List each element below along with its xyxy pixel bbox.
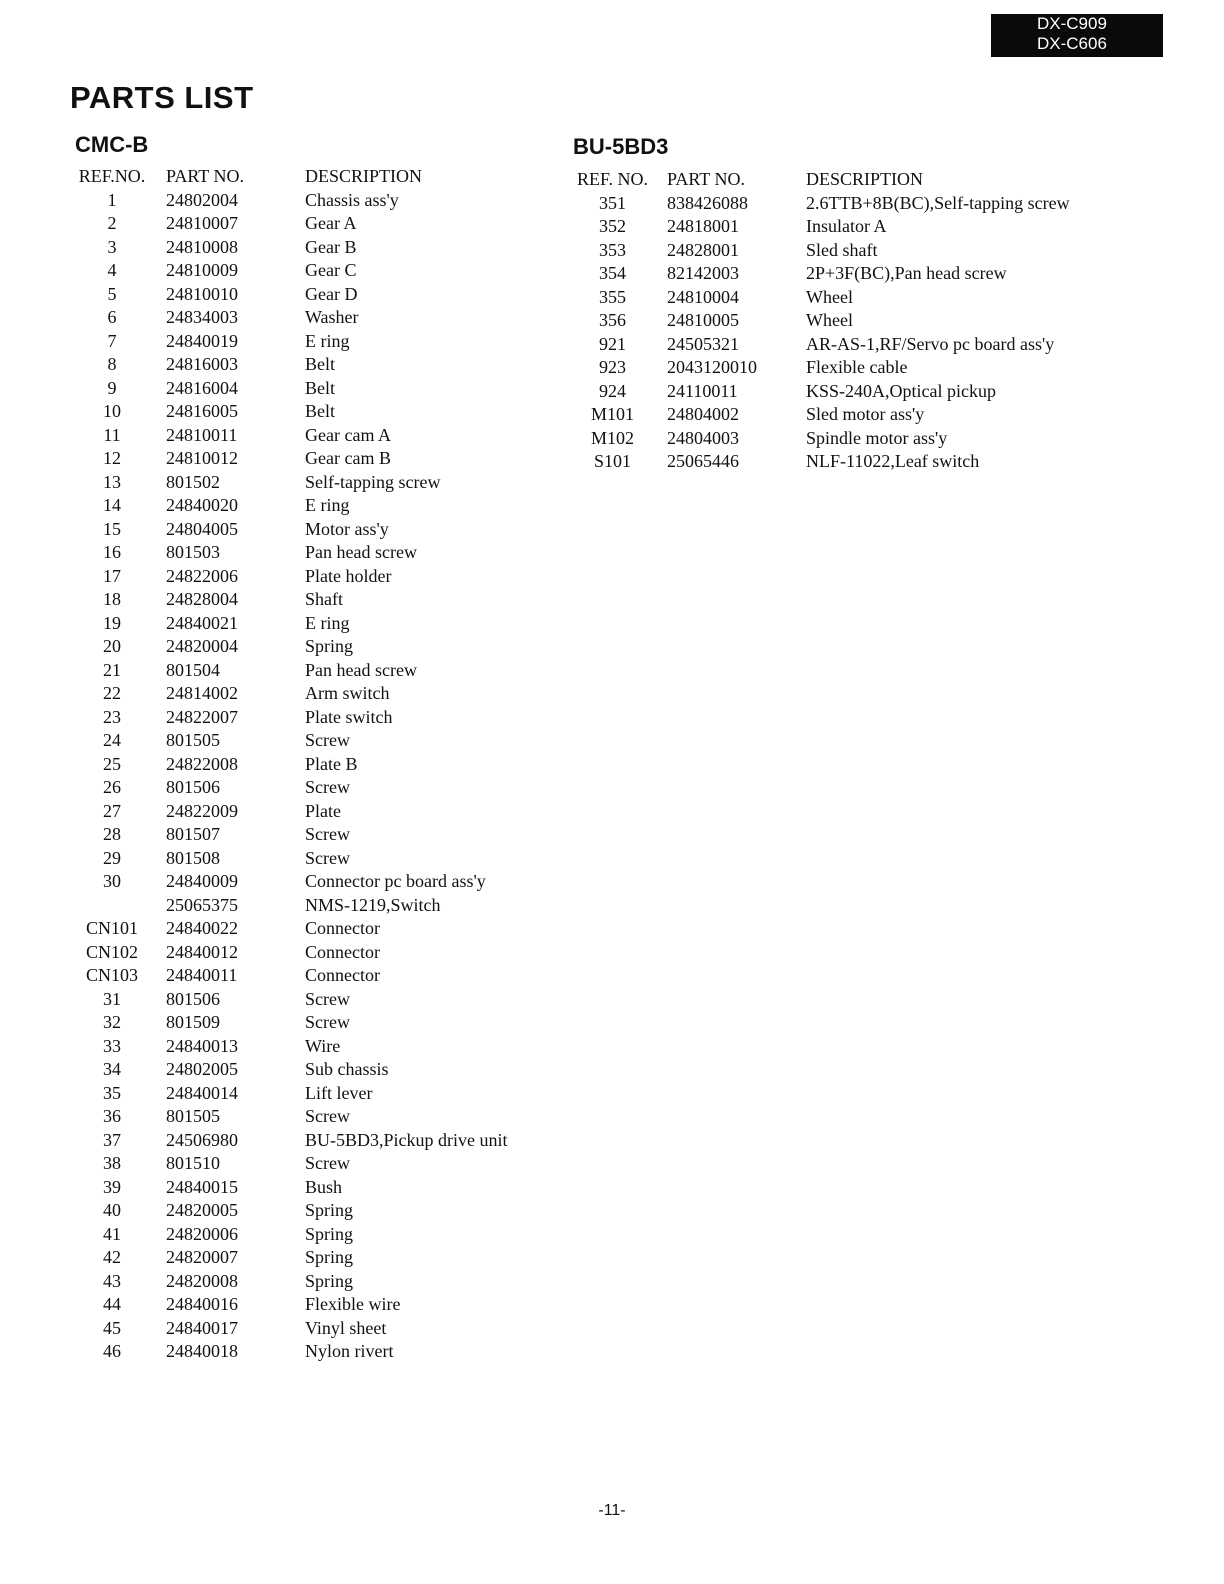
description-cell: Chassis ass'y	[305, 189, 399, 210]
description-cell: Connector	[305, 965, 380, 985]
part-no-cell: 24820004	[166, 636, 238, 656]
description-cell: Nylon rivert	[305, 1341, 394, 1361]
bu5bd3-parts-table	[0, 168, 1224, 474]
description-cell: Gear D	[305, 283, 358, 304]
description-cell: Screw	[305, 777, 350, 797]
table-row	[0, 192, 1224, 216]
description-cell: Spring	[305, 1270, 354, 1291]
ref-no-cell: 13	[103, 471, 121, 492]
description-cell: Flexible cable	[806, 357, 908, 377]
description-cell: Pan head screw	[305, 659, 417, 680]
part-no-cell: 24505321	[667, 333, 739, 354]
ref-no-cell: 27	[103, 800, 121, 821]
ref-no-cell: 355	[599, 286, 626, 307]
ref-no-header: REF.NO.	[78, 166, 146, 186]
ref-no-cell: 924	[599, 380, 626, 401]
table-row	[0, 309, 1224, 333]
description-cell: Motor ass'y	[305, 518, 389, 539]
table-row	[0, 1035, 560, 1059]
ref-no-cell: 5	[107, 283, 117, 304]
table-row	[0, 941, 560, 965]
description-cell: Self-tapping screw	[305, 471, 441, 492]
part-no-cell: 24840017	[166, 1317, 238, 1338]
ref-no-cell: 4	[107, 260, 117, 280]
part-no-cell: 24840022	[166, 918, 238, 938]
cmcb-section-title: CMC-B	[75, 132, 149, 157]
table-row	[0, 1011, 560, 1035]
description-cell: Spring	[305, 1247, 354, 1267]
ref-no-cell: 9	[107, 377, 117, 398]
ref-no-cell: 17	[103, 565, 121, 586]
ref-no-cell: 43	[103, 1270, 121, 1291]
part-no-cell: 24810004	[667, 286, 739, 307]
ref-no-cell: 25	[103, 753, 121, 774]
ref-no-cell: 6	[107, 307, 117, 327]
part-no-cell: 24816003	[166, 354, 238, 374]
description-cell: Belt	[305, 354, 335, 374]
part-no-header: PART NO.	[667, 169, 745, 189]
ref-no-cell: 14	[103, 495, 121, 515]
description-cell: Plate B	[305, 753, 358, 774]
table-row	[0, 215, 1224, 239]
part-no-cell: 24822008	[166, 753, 238, 774]
ref-no-cell: 24	[103, 730, 121, 750]
table-row	[0, 333, 1224, 357]
ref-no-cell: 354	[599, 263, 626, 283]
part-no-cell: 24804003	[667, 427, 739, 448]
description-cell: E ring	[305, 495, 350, 515]
table-row	[0, 1105, 560, 1129]
description-cell: Connector pc board ass'y	[305, 871, 486, 891]
ref-no-cell: 38	[103, 1153, 121, 1173]
description-cell: Belt	[305, 377, 335, 398]
table-row	[0, 262, 1224, 286]
description-cell: Plate	[305, 800, 341, 821]
description-cell: Screw	[305, 988, 350, 1009]
description-cell: NLF-11022,Leaf switch	[806, 451, 980, 471]
ref-no-cell: 10	[103, 401, 121, 421]
ref-no-cell: 32	[103, 1012, 121, 1032]
table-row	[0, 1082, 560, 1106]
ref-no-cell: 40	[103, 1200, 121, 1220]
ref-no-cell: 11	[103, 424, 121, 445]
ref-no-cell: 7	[107, 330, 117, 351]
ref-no-cell: 36	[103, 1106, 121, 1126]
part-no-cell: 24840015	[166, 1176, 238, 1197]
description-header: DESCRIPTION	[806, 169, 924, 189]
table-row	[0, 682, 560, 706]
ref-no-cell: 44	[103, 1294, 121, 1314]
ref-no-cell: CN102	[85, 941, 138, 962]
part-no-cell: 24810009	[166, 260, 238, 280]
ref-no-cell: 35	[103, 1082, 121, 1103]
ref-no-cell: 34	[103, 1059, 121, 1079]
description-cell: Screw	[305, 1106, 350, 1126]
ref-no-cell: 46	[103, 1341, 121, 1361]
part-no-cell: 838426088	[667, 192, 748, 213]
description-cell: E ring	[305, 330, 350, 351]
table-row	[0, 1317, 560, 1341]
description-cell: Screw	[305, 730, 350, 750]
description-cell: 2.6TTB+8B(BC),Self-tapping screw	[806, 192, 1070, 213]
ref-no-cell: 21	[103, 659, 121, 680]
table-row	[0, 1058, 560, 1082]
description-cell: NMS-1219,Switch	[305, 894, 441, 915]
table-row	[0, 403, 1224, 427]
part-no-cell: 24110011	[667, 380, 738, 401]
part-no-cell: 24822009	[166, 800, 238, 821]
part-no-cell: 801506	[166, 988, 220, 1009]
description-cell: Arm switch	[305, 683, 390, 703]
part-no-cell: 24802004	[166, 189, 238, 210]
part-no-cell: 24840016	[166, 1294, 238, 1314]
table-row	[0, 753, 560, 777]
ref-no-cell: 921	[599, 333, 626, 354]
description-cell: AR-AS-1,RF/Servo pc board ass'y	[806, 333, 1055, 354]
ref-no-cell: 28	[103, 824, 121, 844]
table-row	[0, 1223, 560, 1247]
part-no-cell: 801509	[166, 1012, 220, 1032]
table-row	[0, 823, 560, 847]
description-cell: Bush	[305, 1176, 343, 1197]
ref-no-cell: 12	[103, 448, 121, 468]
ref-no-cell: 1	[107, 189, 117, 210]
description-cell: Insulator A	[806, 216, 887, 236]
part-no-cell: 24818001	[667, 216, 739, 236]
part-no-cell: 24820008	[166, 1270, 238, 1291]
part-no-cell: 24822006	[166, 565, 238, 586]
table-row	[0, 894, 560, 918]
description-cell: Connector	[305, 918, 380, 938]
ref-no-cell: M101	[590, 404, 634, 424]
table-row	[0, 800, 560, 824]
bu5bd3-section-title: BU-5BD3	[573, 134, 669, 159]
part-no-cell: 24814002	[166, 683, 238, 703]
description-cell: Connector	[305, 941, 380, 962]
part-no-cell: 24820005	[166, 1200, 238, 1220]
description-cell: KSS-240A,Optical pickup	[806, 380, 996, 401]
description-cell: Pan head screw	[305, 542, 417, 562]
description-cell: Sled shaft	[806, 239, 878, 260]
table-row	[0, 1129, 560, 1153]
description-cell: Spring	[305, 1200, 354, 1220]
table-row	[0, 870, 560, 894]
ref-no-cell: 41	[103, 1223, 121, 1244]
part-no-cell: 24804005	[166, 518, 238, 539]
ref-no-cell: 356	[599, 310, 626, 330]
table-row	[0, 659, 560, 683]
part-no-cell: 25065375	[166, 894, 238, 915]
description-cell: Gear C	[305, 260, 357, 280]
table-row	[0, 1176, 560, 1200]
page-number: -11-	[598, 1502, 626, 1519]
part-no-cell: 24840013	[166, 1035, 238, 1056]
model-name: DX-C909	[1037, 14, 1107, 33]
description-cell: Gear A	[305, 213, 357, 233]
page-title: PARTS LIST	[70, 80, 254, 115]
table-row	[0, 286, 1224, 310]
part-no-cell: 24840011	[166, 965, 238, 985]
table-row	[0, 239, 1224, 263]
table-row	[0, 1152, 560, 1176]
description-cell: Plate switch	[305, 706, 393, 727]
model-label-box	[991, 14, 1163, 57]
ref-no-cell: CN103	[85, 965, 138, 985]
description-cell: Gear cam A	[305, 424, 391, 445]
part-no-cell: 801510	[166, 1153, 220, 1173]
table-row	[0, 380, 1224, 404]
description-cell: Shaft	[305, 589, 343, 609]
description-cell: Wire	[305, 1035, 341, 1056]
part-no-cell: 24820006	[166, 1223, 238, 1244]
part-no-cell: 24840012	[166, 941, 238, 962]
part-no-header: PART NO.	[166, 166, 244, 186]
ref-no-cell: 2	[107, 213, 117, 233]
ref-no-cell: 45	[103, 1317, 121, 1338]
ref-no-cell: CN101	[85, 918, 138, 938]
table-row	[0, 356, 1224, 380]
part-no-cell: 24828001	[667, 239, 739, 260]
table-row	[0, 494, 560, 518]
description-cell: Screw	[305, 824, 350, 844]
model-name: DX-C606	[1037, 34, 1107, 53]
description-cell: Screw	[305, 1153, 350, 1173]
ref-no-cell: 15	[103, 518, 121, 539]
part-no-cell: 2043120010	[667, 357, 757, 377]
ref-no-cell: 37	[103, 1129, 121, 1150]
table-row	[0, 847, 560, 871]
ref-no-cell: 3	[107, 236, 117, 257]
part-no-cell: 24810007	[166, 213, 238, 233]
description-cell: Belt	[305, 401, 335, 421]
part-no-cell: 24840020	[166, 495, 238, 515]
bu5bd3-table-body	[0, 192, 1224, 474]
table-row	[0, 1340, 560, 1364]
description-cell: Sub chassis	[305, 1059, 389, 1079]
part-no-cell: 24840021	[166, 612, 238, 633]
table-row	[0, 1270, 560, 1294]
part-no-cell: 24840018	[166, 1341, 238, 1361]
description-cell: Vinyl sheet	[305, 1317, 387, 1338]
table-row	[0, 1199, 560, 1223]
ref-no-cell: 352	[599, 216, 626, 236]
table-row	[0, 776, 560, 800]
description-cell: Spindle motor ass'y	[806, 427, 948, 448]
ref-no-cell: 8	[107, 354, 117, 374]
ref-no-cell: 42	[103, 1247, 121, 1267]
part-no-cell: 801505	[166, 1106, 220, 1126]
ref-no-cell: M102	[590, 427, 634, 448]
description-header: DESCRIPTION	[305, 166, 423, 186]
ref-no-cell: 22	[103, 683, 121, 703]
ref-no-cell: 23	[103, 706, 121, 727]
part-no-cell: 24840009	[166, 871, 238, 891]
table-row	[0, 706, 560, 730]
part-no-cell: 24840019	[166, 330, 238, 351]
part-no-cell: 24810005	[667, 310, 739, 330]
ref-no-cell: 29	[103, 847, 121, 868]
part-no-cell: 24822007	[166, 706, 238, 727]
ref-no-cell: 20	[103, 636, 121, 656]
ref-no-cell: 19	[103, 612, 121, 633]
description-cell: Washer	[305, 307, 359, 327]
description-cell: Gear B	[305, 236, 357, 257]
description-cell: 2P+3F(BC),Pan head screw	[806, 263, 1007, 283]
ref-no-cell: 39	[103, 1176, 121, 1197]
description-cell: Spring	[305, 636, 354, 656]
description-cell: Sled motor ass'y	[806, 404, 925, 424]
table-row	[0, 1246, 560, 1270]
table-row	[0, 565, 560, 589]
table-row	[0, 964, 560, 988]
ref-no-cell: 33	[103, 1035, 121, 1056]
description-cell: Wheel	[806, 286, 853, 307]
part-no-cell: 24816004	[166, 377, 238, 398]
description-cell: E ring	[305, 612, 350, 633]
part-no-cell: 24810010	[166, 283, 238, 304]
part-no-cell: 24840014	[166, 1082, 238, 1103]
table-row	[0, 518, 560, 542]
part-no-cell: 801505	[166, 730, 220, 750]
ref-no-cell: 30	[103, 871, 121, 891]
description-cell: Flexible wire	[305, 1294, 401, 1314]
table-header-row	[0, 168, 1224, 192]
table-row	[0, 988, 560, 1012]
part-no-cell: 24834003	[166, 307, 238, 327]
ref-no-cell: S101	[593, 451, 631, 471]
table-row	[0, 917, 560, 941]
description-cell: BU-5BD3,Pickup drive unit	[305, 1129, 508, 1150]
table-row	[0, 1293, 560, 1317]
part-no-cell: 801502	[166, 471, 220, 492]
part-no-cell: 801504	[166, 659, 220, 680]
part-no-cell: 24810012	[166, 448, 238, 468]
table-row	[0, 588, 560, 612]
description-cell: Wheel	[806, 310, 853, 330]
part-no-cell: 24810011	[166, 424, 238, 445]
ref-no-cell: 16	[103, 542, 121, 562]
part-no-cell: 24804002	[667, 404, 739, 424]
part-no-cell: 801506	[166, 777, 220, 797]
description-cell: Lift lever	[305, 1082, 373, 1103]
table-row	[0, 427, 1224, 451]
description-cell: Plate holder	[305, 565, 392, 586]
description-cell: Screw	[305, 847, 350, 868]
ref-no-header: REF. NO.	[576, 169, 649, 189]
part-no-cell: 24816005	[166, 401, 238, 421]
table-row	[0, 541, 560, 565]
description-cell: Spring	[305, 1223, 354, 1244]
part-no-cell: 24810008	[166, 236, 238, 257]
ref-no-cell: 18	[103, 589, 121, 609]
ref-no-cell: 31	[103, 988, 121, 1009]
description-cell: Screw	[305, 1012, 350, 1032]
ref-no-cell: 351	[599, 192, 626, 213]
table-row	[0, 635, 560, 659]
part-no-cell: 24828004	[166, 589, 238, 609]
table-row	[0, 450, 1224, 474]
ref-no-cell: 923	[599, 357, 626, 377]
ref-no-cell: 26	[103, 777, 121, 797]
part-no-cell: 25065446	[667, 451, 739, 471]
part-no-cell: 82142003	[667, 263, 739, 283]
table-row	[0, 612, 560, 636]
part-no-cell: 801508	[166, 847, 220, 868]
description-cell: Gear cam B	[305, 448, 391, 468]
part-no-cell: 24802005	[166, 1059, 238, 1079]
ref-no-cell: 353	[599, 239, 626, 260]
part-no-cell: 801503	[166, 542, 220, 562]
table-row	[0, 471, 560, 495]
part-no-cell: 24506980	[166, 1129, 238, 1150]
part-no-cell: 24820007	[166, 1247, 238, 1267]
table-row	[0, 729, 560, 753]
part-no-cell: 801507	[166, 824, 220, 844]
